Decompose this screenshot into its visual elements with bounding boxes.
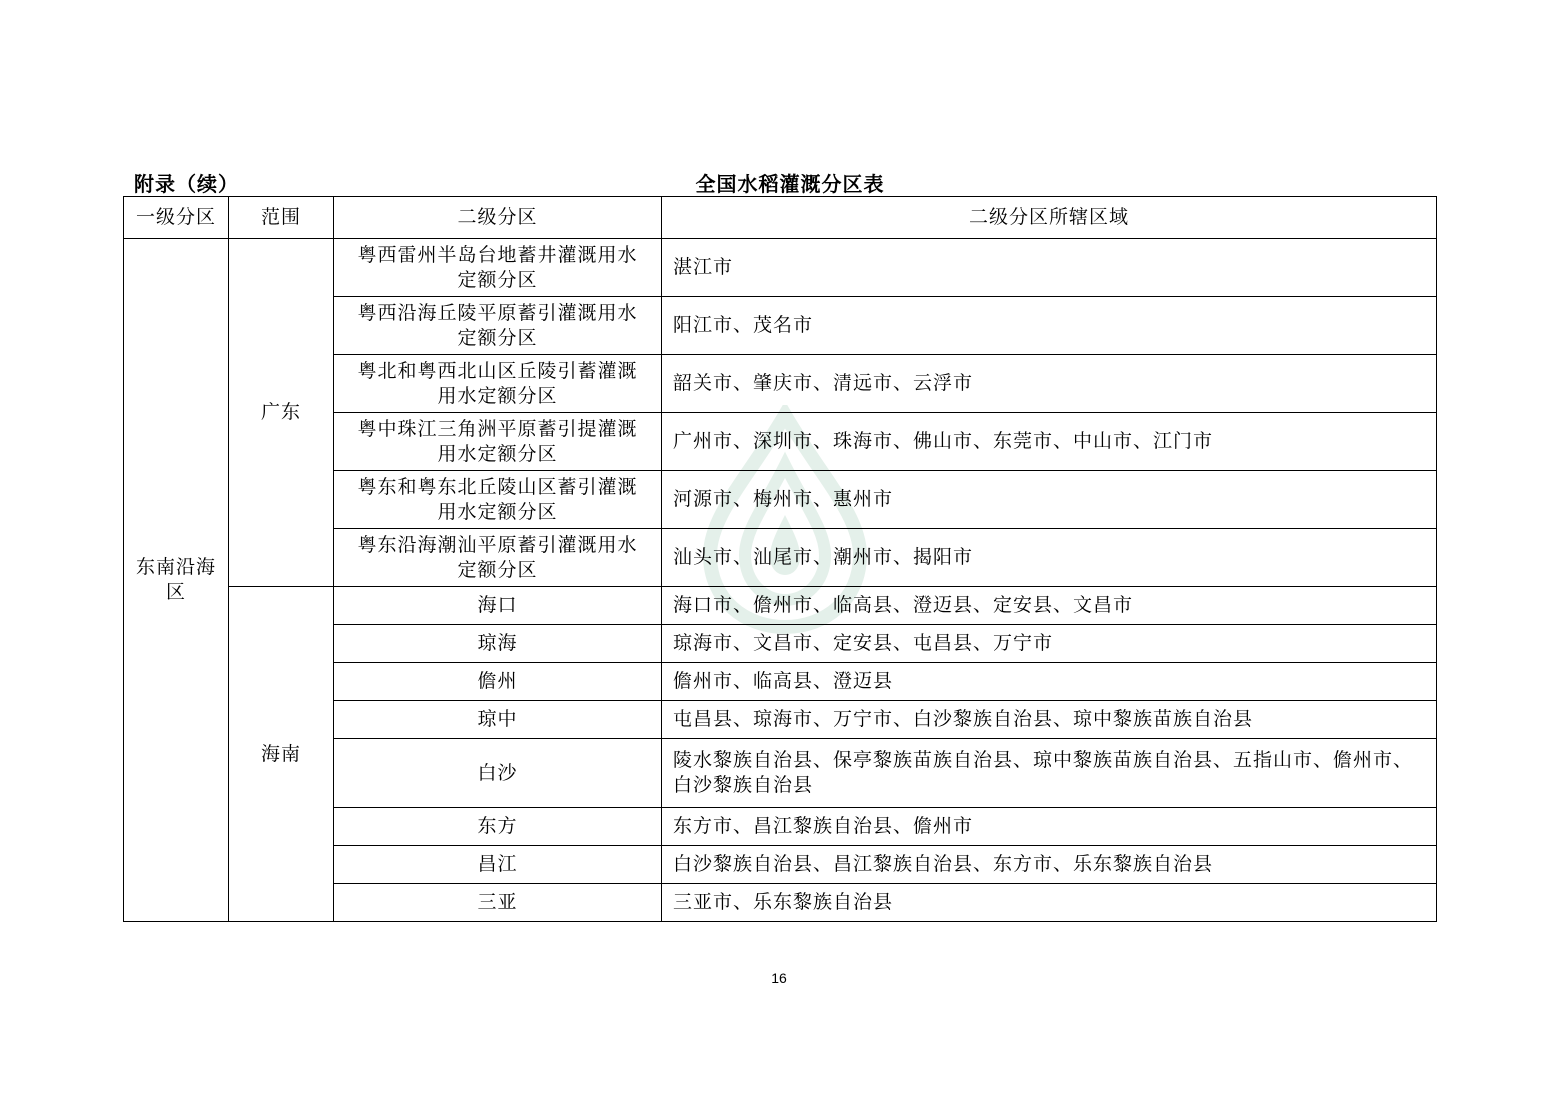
zone-cell: 昌江 (334, 846, 662, 884)
zone-cell: 东方 (334, 808, 662, 846)
header-area: 二级分区所辖区域 (662, 197, 1437, 239)
page-number: 16 (771, 970, 787, 986)
area-cell: 韶关市、肇庆市、清远市、云浮市 (662, 355, 1437, 413)
zone-cell: 粤西雷州半岛台地蓄井灌溉用水定额分区 (334, 239, 662, 297)
area-cell: 东方市、昌江黎族自治县、儋州市 (662, 808, 1437, 846)
zone-cell: 琼海 (334, 625, 662, 663)
area-cell: 湛江市 (662, 239, 1437, 297)
area-cell: 三亚市、乐东黎族自治县 (662, 884, 1437, 922)
area-cell: 陵水黎族自治县、保亭黎族苗族自治县、琼中黎族苗族自治县、五指山市、儋州市、白沙黎族自治县 (662, 739, 1437, 808)
zone-cell: 海口 (334, 587, 662, 625)
header-level1: 一级分区 (124, 197, 229, 239)
scope-cell-guangdong: 广东 (229, 239, 334, 587)
table-row (124, 239, 1437, 297)
level1-cell: 东南沿海区 (124, 239, 229, 922)
zone-cell: 粤北和粤西北山区丘陵引蓄灌溉用水定额分区 (334, 355, 662, 413)
area-cell: 白沙黎族自治县、昌江黎族自治县、东方市、乐东黎族自治县 (662, 846, 1437, 884)
zone-cell: 粤中珠江三角洲平原蓄引提灌溉用水定额分区 (334, 413, 662, 471)
irrigation-zone-table (123, 196, 1437, 922)
area-cell: 海口市、儋州市、临高县、澄迈县、定安县、文昌市 (662, 587, 1437, 625)
table-header-row (124, 197, 1437, 239)
page-title: 全国水稻灌溉分区表 (695, 174, 885, 196)
zone-cell: 琼中 (334, 701, 662, 739)
zone-cell: 粤东和粤东北丘陵山区蓄引灌溉用水定额分区 (334, 471, 662, 529)
zone-cell: 粤东沿海潮汕平原蓄引灌溉用水定额分区 (334, 529, 662, 587)
header-level2: 二级分区 (334, 197, 662, 239)
zone-cell: 粤西沿海丘陵平原蓄引灌溉用水定额分区 (334, 297, 662, 355)
area-cell: 河源市、梅州市、惠州市 (662, 471, 1437, 529)
area-cell: 屯昌县、琼海市、万宁市、白沙黎族自治县、琼中黎族苗族自治县 (662, 701, 1437, 739)
area-cell: 阳江市、茂名市 (662, 297, 1437, 355)
scope-cell-hainan: 海南 (229, 587, 334, 922)
zone-cell: 白沙 (334, 739, 662, 808)
appendix-label: 附录（续） (134, 174, 239, 196)
header-scope: 范围 (229, 197, 334, 239)
zone-cell: 儋州 (334, 663, 662, 701)
zone-cell: 三亚 (334, 884, 662, 922)
table-row (124, 587, 1437, 625)
area-cell: 汕头市、汕尾市、潮州市、揭阳市 (662, 529, 1437, 587)
area-cell: 琼海市、文昌市、定安县、屯昌县、万宁市 (662, 625, 1437, 663)
area-cell: 广州市、深圳市、珠海市、佛山市、东莞市、中山市、江门市 (662, 413, 1437, 471)
area-cell: 儋州市、临高县、澄迈县 (662, 663, 1437, 701)
